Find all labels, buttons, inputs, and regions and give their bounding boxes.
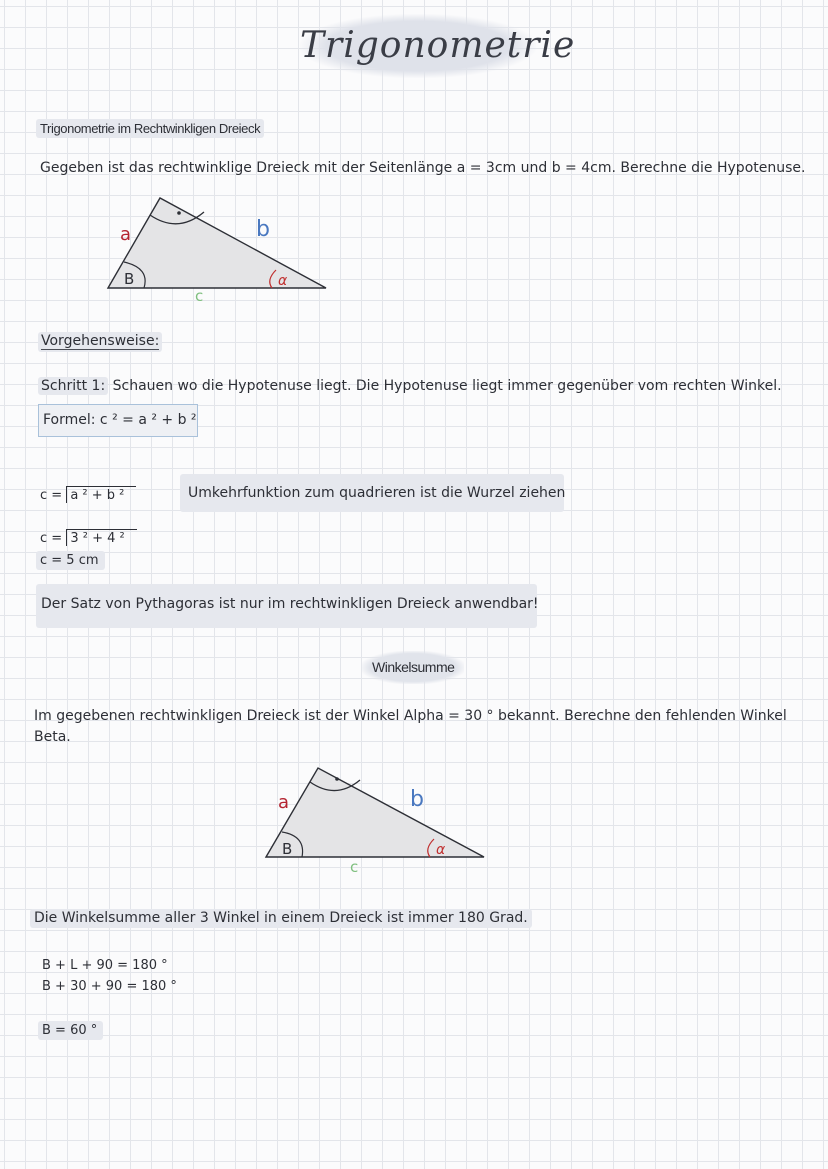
right-angle-dot — [335, 777, 339, 781]
right-triangle-diagram-2 — [258, 762, 498, 877]
side-b-label: b — [410, 787, 424, 812]
alpha-label: α — [278, 273, 288, 289]
procedure-heading-text: Vorgehensweise: — [41, 333, 160, 349]
pythagoras-note: Der Satz von Pythagoras ist nur im rechtwinkligen Dreieck anwendbar! — [36, 584, 537, 628]
root-equation-1 — [40, 486, 136, 505]
angle-sum-rule: Die Winkelsumme aller 3 Winkel in einem Dreieck ist immer 180 Grad. — [30, 909, 532, 928]
task-text-hypotenuse: Gegeben ist das rechtwinklige Dreieck mit der Seitenlänge a = 3cm und b = 4cm. Berechne die Hypotenuse. — [40, 160, 806, 176]
section-heading-angle-sum: Winkelsumme — [362, 651, 464, 684]
formula-box: Formel: c ² = a ² + b ² — [38, 404, 198, 437]
step1-text: Schauen wo die Hypotenuse liegt. Die Hypotenuse liegt immer gegenüber vom rechten Winkel. — [112, 378, 782, 394]
triangle-shape — [108, 198, 326, 288]
side-a-label: a — [120, 224, 132, 245]
right-triangle-diagram-1 — [100, 190, 340, 305]
right-angle-dot — [177, 211, 181, 215]
task-text-angle-line2: Beta. — [34, 729, 71, 745]
beta-label: B — [124, 270, 135, 288]
side-b-label: b — [256, 217, 270, 242]
page-title: Trigonometrie — [300, 14, 536, 78]
side-a-label: a — [278, 792, 290, 813]
step1-label: Schritt 1: — [38, 377, 108, 395]
root-equation-2 — [40, 529, 137, 548]
beta-answer: B = 60 ° — [38, 1021, 103, 1040]
section-heading-trigonometry: Trigonometrie im Rechtwinkligen Dreieck — [36, 119, 264, 138]
side-c-label: c — [350, 858, 359, 876]
root-equation-2-radicand: 3 ² + 4 ² — [66, 529, 136, 546]
procedure-heading — [38, 332, 162, 352]
step1-line — [38, 377, 782, 396]
side-c-label: c — [195, 287, 204, 305]
hypotenuse-result: c = 5 cm — [36, 551, 105, 570]
root-equation-2-prefix: c = — [40, 531, 63, 546]
inverse-function-note: Umkehrfunktion zum quadrieren ist die Wurzel ziehen — [180, 474, 564, 512]
beta-label: B — [282, 840, 293, 858]
angle-equation-2: B + 30 + 90 = 180 ° — [42, 979, 177, 994]
alpha-label: α — [436, 842, 446, 858]
triangle-shape — [266, 768, 484, 857]
angle-equation-1: B + L + 90 = 180 ° — [42, 958, 168, 973]
root-equation-1-prefix: c = — [40, 488, 63, 503]
task-text-angle-line1: Im gegebenen rechtwinkligen Dreieck ist der Winkel Alpha = 30 ° bekannt. Berechne den fehlenden Winkel — [34, 708, 787, 724]
root-equation-1-radicand: a ² + b ² — [66, 486, 136, 503]
